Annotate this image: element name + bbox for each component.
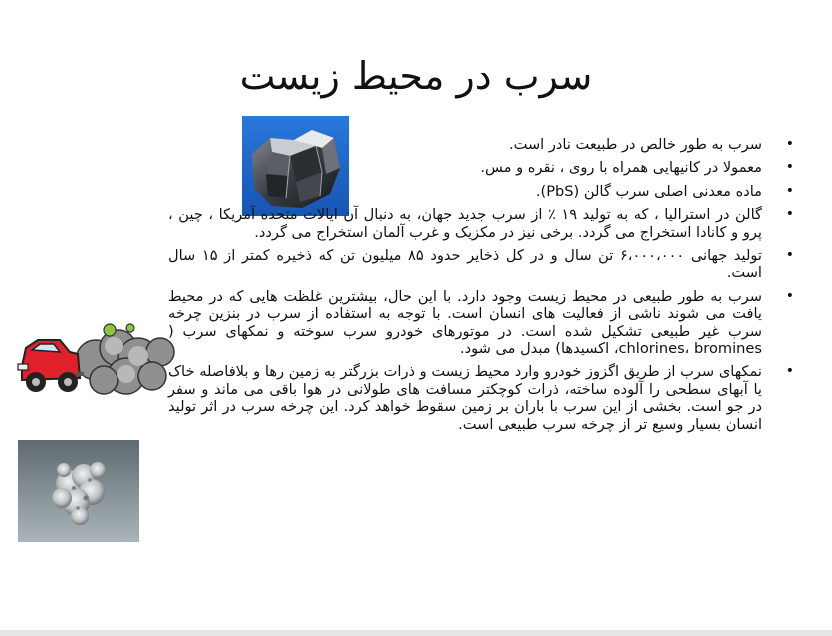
bottom-strip bbox=[0, 630, 832, 636]
bullet-text: سرب به طور طبیعی در محیط زیست وجود دارد. با این حال، بیشترین غلظت هایی که در محیط یافت می شوند ناشی از فعالیت های انسان است. با توجه به استفاده از سرب در بنزین چرخه سرب غیر طبیعی تشکیل شده است. در موتورهای خودرو سرب سوخته و نمکهای سرب ( chlorines، bromines، اکسیدها) مبدل می شود. bbox=[168, 287, 762, 358]
bullet-item bbox=[168, 247, 798, 282]
slide-title: سرب در محیط زیست bbox=[239, 54, 593, 98]
bullet-text: گالن در استرالیا ، که به تولید ۱۹ ٪ از سرب جدید جهان، به دنبال آن ایالات متحده آمریکا ، چین ، پرو و کانادا استخراج می گردد. برخی نیز در مکزیک و غرب آلمان استخراج می گردد. bbox=[168, 206, 762, 241]
bullet-item bbox=[168, 159, 798, 176]
bullet-marker: • bbox=[785, 206, 794, 223]
bullet-marker: • bbox=[785, 363, 794, 380]
bullet-text: ماده معدنی اصلی سرب گالن (PbS). bbox=[535, 182, 762, 200]
lead-particle-image bbox=[18, 440, 139, 542]
bullet-item bbox=[168, 136, 798, 153]
bullet-marker: • bbox=[785, 287, 794, 304]
bullet-text: معمولا در کانیهایی همراه با روی ، نقره و مس. bbox=[480, 159, 762, 177]
bullet-item bbox=[168, 206, 798, 241]
bullet-text: تولید جهانی ۶،۰۰۰،۰۰۰ تن سال و در کل ذخایر حدود ۸۵ میلیون تن که ذخیره کمتر از ۱۵ سال است. bbox=[168, 247, 762, 282]
car-exhaust-image bbox=[14, 318, 182, 402]
bullet-marker: • bbox=[785, 182, 794, 199]
bullet-item bbox=[168, 363, 798, 433]
bullet-list bbox=[168, 136, 798, 439]
bullet-text: نمکهای سرب از طریق اگزوز خودرو وارد محیط زیست و ذرات بزرگتر به زمین رها و بلافاصله خاک یا آبهای سطحی را آلوده ساخته، ذرات کوچکتر مسافت های طولانی در هوا باقی می ماند و سفر در جو است. بخشی از این سرب با باران بر زمین سقوط خواهد کرد. این چرخه سرب در اثر تولید انسان بسیار وسیع تر از چرخه سرب طبیعی است. bbox=[168, 363, 762, 433]
bullet-marker: • bbox=[785, 247, 794, 264]
bullet-item bbox=[168, 183, 798, 200]
bullet-marker: • bbox=[785, 136, 794, 152]
bullet-item bbox=[168, 288, 798, 358]
bullet-text: سرب به طور خالص در طبیعت نادر است. bbox=[508, 136, 762, 153]
bullet-marker: • bbox=[785, 159, 794, 176]
